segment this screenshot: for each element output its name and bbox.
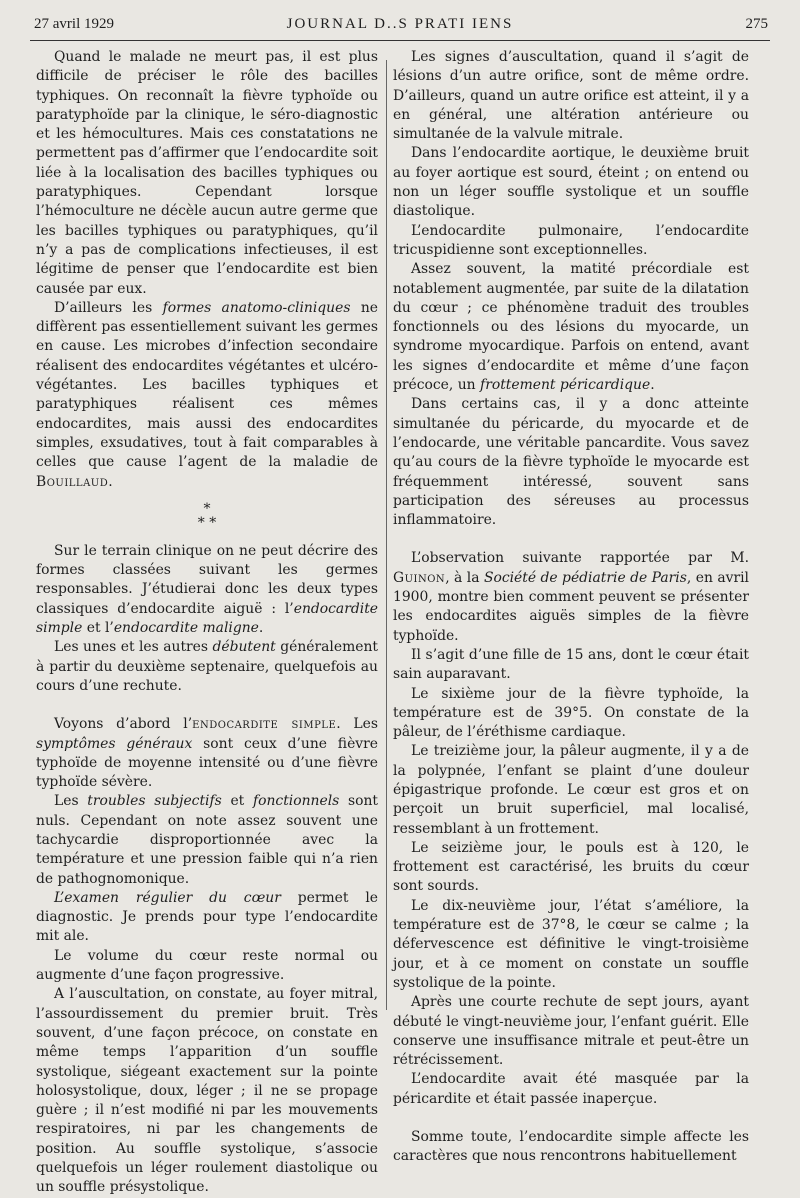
paragraph: Quand le malade ne meurt pas, il est plus difficile de préciser le rôle des bacilles typhiques. On reconnaît la fièvre typhoïde ou paratyphoïde par la clinique, le séro-diagnostic et les hémocultures. Mais ces constatations ne permettent pas d’affirmer que l’endocardite soit liée à la localisation des bacilles typhiques ou paratyphiques. Cependant lorsque l’hémoculture ne décèle aucun autre germe que les bacilles typhiques ou paratyphiques, qu’il n’y a pas de complications infectieuses, il est légitime de penser que l’endocardite est bien causée par eux. <box>36 49 378 297</box>
page-number: 275 <box>745 16 768 32</box>
paragraph: Les signes d’auscultation, quand il s’agit de lésions d’un autre orifice, sont de même ordre. D’ailleurs, quand un autre orifice est atteint, il y a en général, une altération antérieure ou simultanée de la valvule mitrale. <box>393 49 749 143</box>
paragraph: Il s’agit d’une fille de 15 ans, dont le cœur était sain auparavant. <box>393 646 749 683</box>
header-rule <box>30 40 770 41</box>
paragraph: Assez souvent, la matité précordiale est notablement augmentée, par suite de la dilatation du cœur ; ce phénomène traduit des troubles fonctionnels ou des lésions du myocarde, un syndrome myocardique. Parfois on entend, avant les signes d’endocardite et même d’une façon précoce, un frottement péricardique. <box>393 261 749 394</box>
paragraph: Les troubles subjectifs et fonctionnels sont nuls. Cependant on note assez souvent une tachycardie disproportionnée avec la température et une pression faible qui n’a rien de pathognomonique. <box>36 793 378 887</box>
right-column <box>393 48 749 1165</box>
paragraph: Dans certains cas, il y a donc atteinte simultanée du péricarde, du myocarde et de l’endocarde, une véritable pancardite. Vous savez qu’au cours de la fièvre typhoïde le myocarde est fréquemment intéressé, souvent sans participation des séreuses au processus inflammatoire. <box>393 396 749 529</box>
paragraph: Voyons d’abord l’endocardite simple. Les symptômes généraux sont ceux d’une fièvre typhoïde de moyenne intensité ou d’une fièvre typhoïde sévère. <box>36 716 379 791</box>
page-header <box>30 14 770 40</box>
paragraph: Dans l’endocardite aortique, le deuxième bruit au foyer aortique est sourd, éteint ; on entend ou non un léger souffle systolique et un souffle diastolique. <box>393 145 749 220</box>
left-column <box>36 48 379 1196</box>
spacer <box>393 530 749 549</box>
spacer <box>36 696 378 715</box>
paragraph: Le volume du cœur reste normal ou augmente d’une façon progressive. <box>36 947 378 984</box>
author-name: Bouillaud <box>36 473 109 490</box>
paragraph: L’observation suivante rapportée par M. Guinon, à la Société de pédiatrie de Paris, en avril 1900, montre bien comment peuvent se présenter les endocardites aiguës simples de la fièvre typhoïde. <box>393 550 749 644</box>
paragraph: Le dix-neuvième jour, l’état s’améliore, la température est de 37°8, le cœur se calme ; la défervescence est définitive le vingt-troisième jour, et à ce moment on constate un souffle systolique de la pointe. <box>393 897 749 991</box>
paragraph: Sur le terrain clinique on ne peut décrire des formes classées suivant les germes responsables. J’étudierai donc les deux types classiques d’endocardite aiguë : l’endocardite simple et l’endocardite maligne. <box>36 542 378 637</box>
header-date: 27 avril 1929 <box>34 16 114 32</box>
paragraph: Le treizième jour, la pâleur augmente, il y a de la polypnée, l’enfant se plaint d’une douleur épigastrique profonde. Le cœur est gros et on perçoit un bruit superficiel, mal localisé, ressemblant à un frottement. <box>393 743 749 837</box>
paragraph: L’endocardite pulmonaire, l’endocardite tricuspidienne sont exceptionnelles. <box>393 222 749 258</box>
column-divider <box>386 60 387 1010</box>
author-name: Guinon <box>393 569 446 586</box>
spacer <box>393 1109 749 1128</box>
paragraph: Les unes et les autres débutent généralement à partir du deuxième septenaire, quelquefois au cours d’une rechute. <box>36 639 378 694</box>
paragraph: Après une courte rechute de sept jours, ayant débuté le vingt-neuvième jour, l’enfant guérit. Elle conserve une insuffisance mitrale et peut-être un rétrécissement. <box>393 994 749 1069</box>
paragraph: Le seizième jour, le pouls est à 120, le frottement est caractérisé, les bruits du cœur sont sourds. <box>393 839 749 895</box>
journal-title: JOURNAL D..S PRATI IENS <box>286 16 514 32</box>
paragraph: Somme toute, l’endocardite simple affecte les caractères que nous rencontrons habituellement <box>393 1129 749 1165</box>
paragraph: Le sixième jour de la fièvre typhoïde, la température est de 39°5. On constate de la pâleur, de l’éréthisme cardiaque. <box>393 685 749 741</box>
paragraph: L’endocardite avait été masquée par la péricardite et était passée inaperçue. <box>393 1071 749 1107</box>
paragraph: D’ailleurs les formes anatomo-cliniques ne diffèrent pas essentiellement suivant les germes en cause. Les microbes d’infection secondaire réalisent des endocardites végétantes et ulcéro-végétantes. Les bacilles typhiques et paratyphiques réalisent ces mêmes endocardites, mais aussi des endocardites simples, exsudatives, tout à fait comparables à celles que cause l’agent de la maladie de Bouillaud. <box>36 299 378 490</box>
paragraph: L’examen régulier du cœur permet le diagnostic. Je prends pour type l’endocardite mit ale. <box>36 889 378 945</box>
section-separator: * * * <box>197 500 217 531</box>
paragraph: A l’auscultation, on constate, au foyer mitral, l’assourdissement du premier bruit. Très souvent, d’une façon précoce, on constate en même temps l’apparition d’un souffle systolique, siégeant exactement sur la pointe holosystolique, doux, léger ; il ne se propage guère ; il n’est modifié ni par les mouvements respiratoires, ni par les changements de position. Au souffle systolique, s’associe quelquefois un léger roulement diastolique ou un souffle présystolique. <box>36 986 378 1196</box>
